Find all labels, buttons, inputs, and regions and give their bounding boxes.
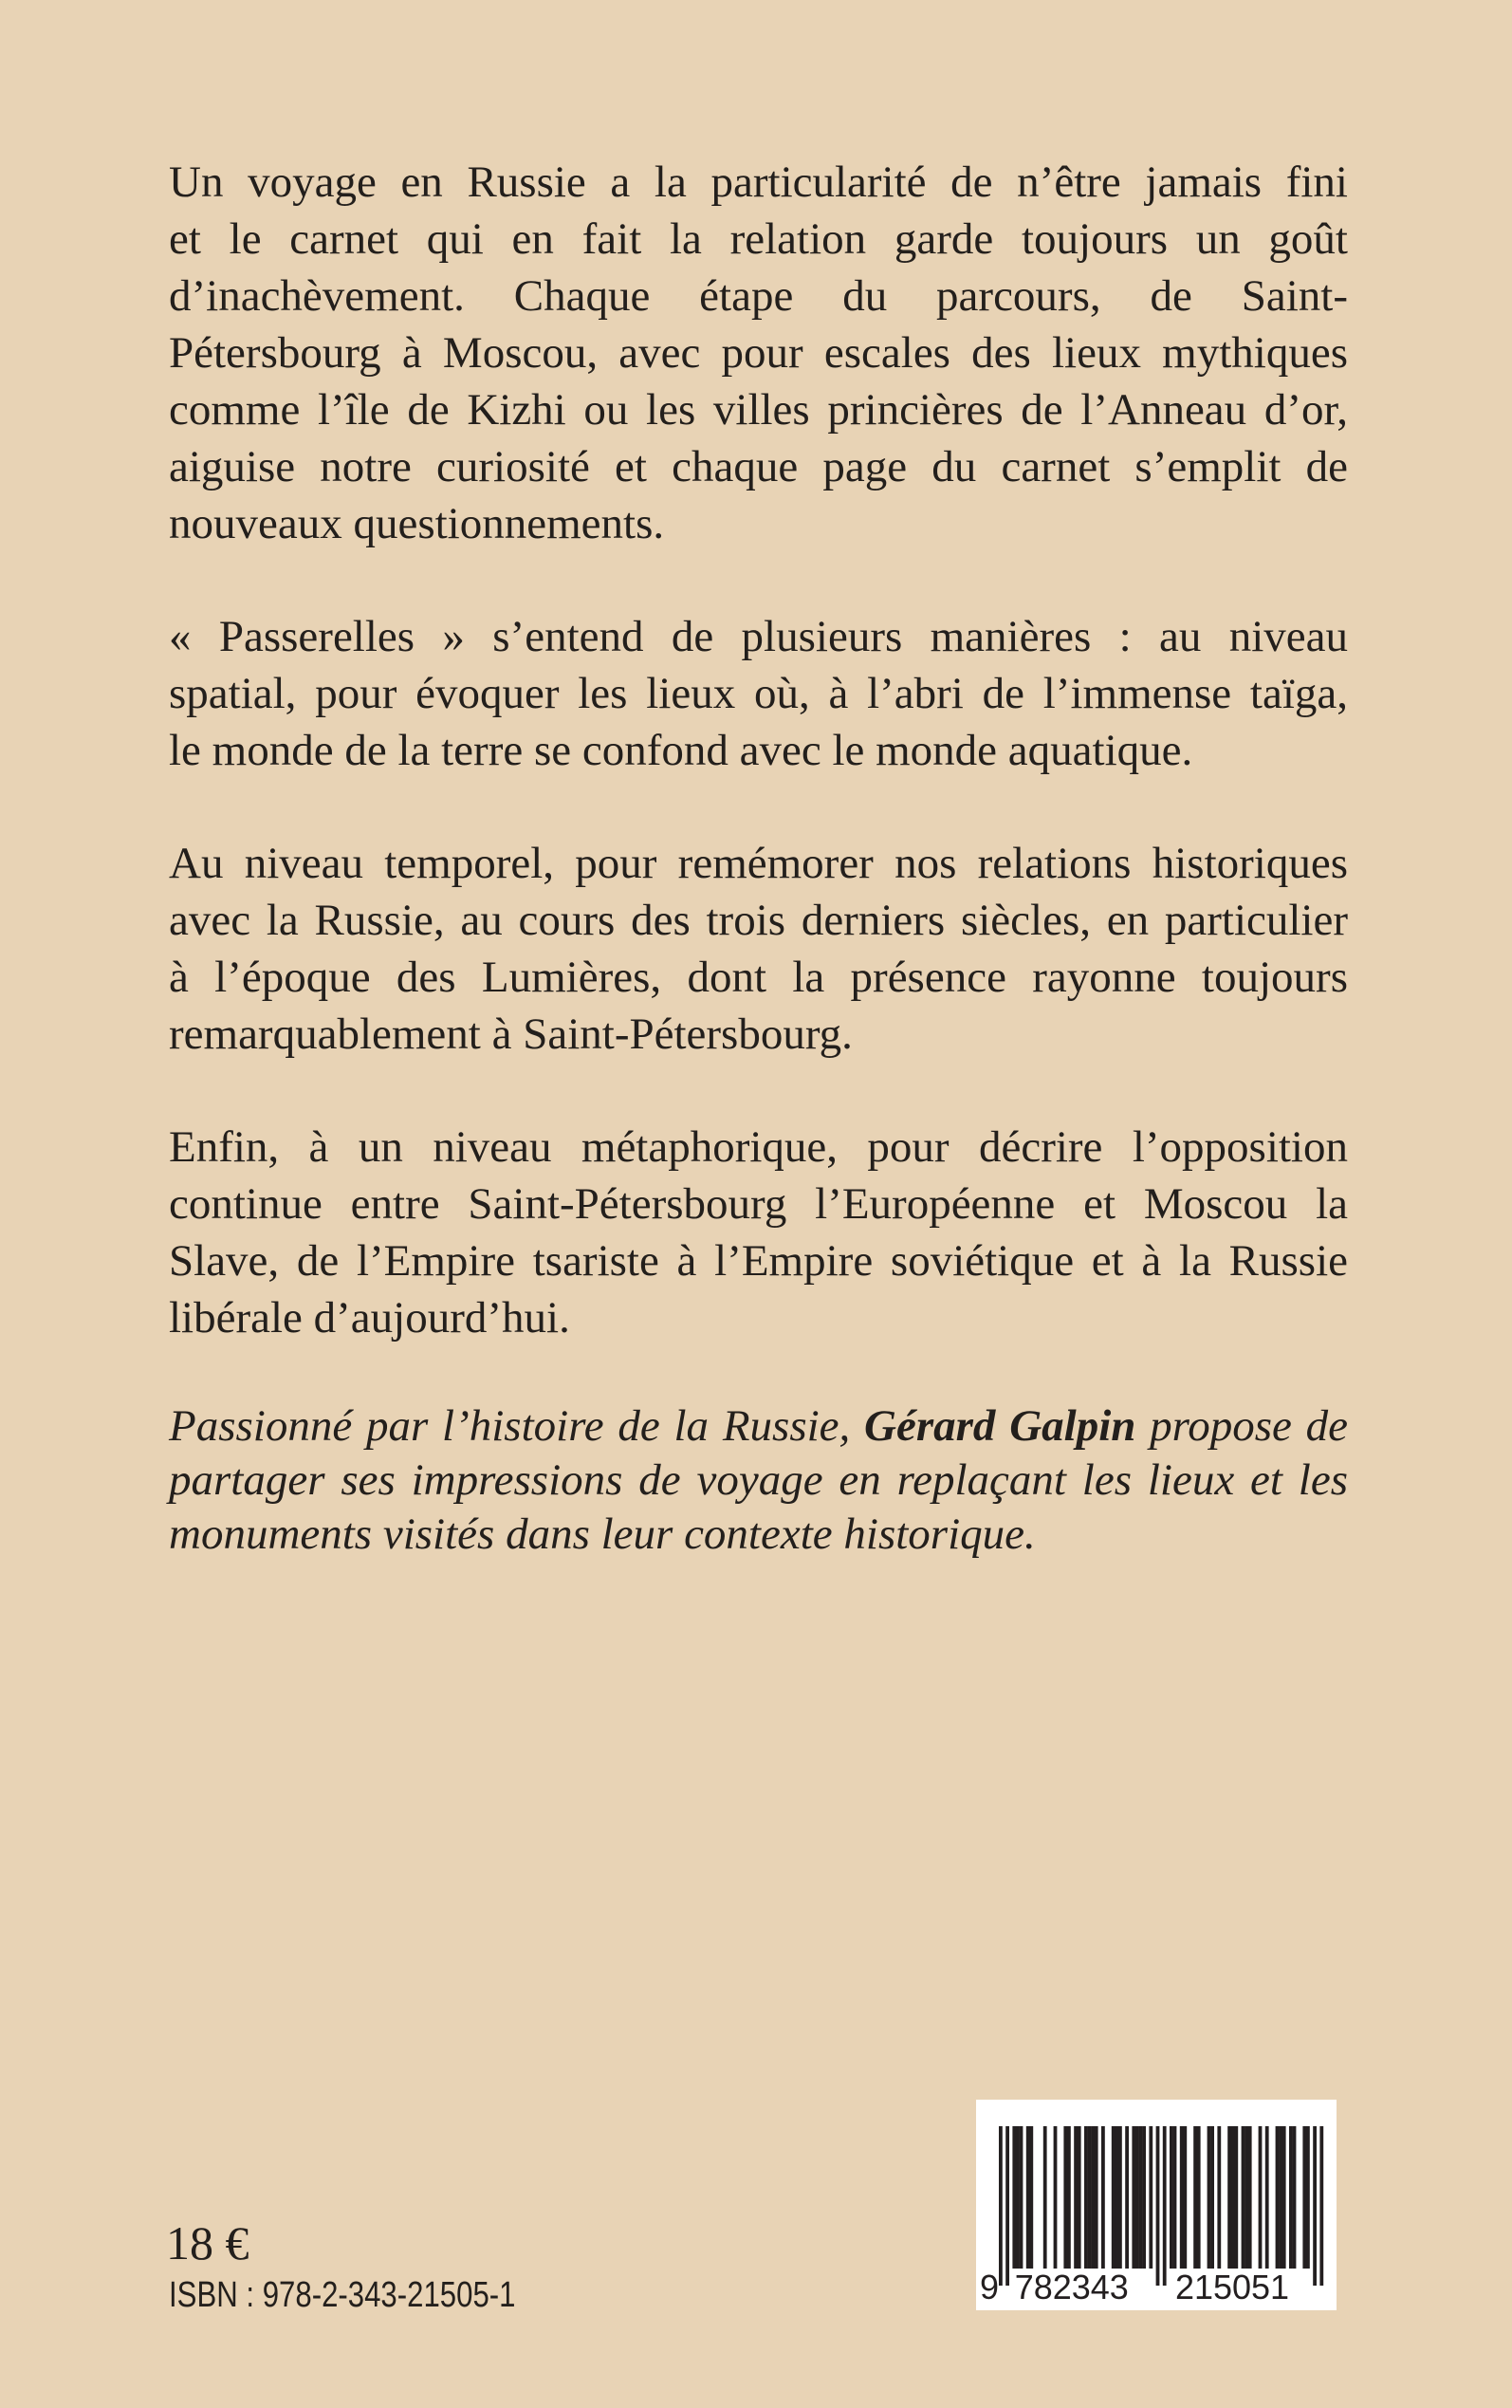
barcode-bar	[1245, 2126, 1248, 2269]
barcode-bar	[1095, 2126, 1098, 2269]
barcode-bar	[1101, 2126, 1105, 2269]
paragraph-1	[169, 154, 1348, 552]
barcode-bar	[1020, 2126, 1023, 2269]
author-name: Gérard Galpin	[864, 1401, 1136, 1451]
barcode-bar	[1118, 2126, 1122, 2269]
paragraph-4	[169, 1119, 1348, 1346]
text-line: libérale d’aujourd’hui.	[169, 1293, 570, 1343]
barcode-bar	[1234, 2126, 1238, 2269]
barcode-bar	[1319, 2126, 1323, 2286]
text-line: le monde de la terre se confond avec le monde aquatique.	[169, 726, 1193, 775]
barcode	[976, 2100, 1337, 2310]
text-line	[169, 1399, 1348, 1454]
paragraph-2	[169, 608, 1348, 779]
barcode-bar	[1231, 2126, 1235, 2269]
text-line: spatial, pour évoquer les lieux où, à l’abri de l’immense taïga,	[169, 669, 1348, 718]
barcode-bar	[1005, 2126, 1009, 2286]
barcode-bar	[1091, 2126, 1095, 2269]
blurb-text: propose de	[1150, 1401, 1348, 1451]
text-line: remarquablement à Saint-Pétersbourg.	[169, 1010, 853, 1059]
barcode-bar	[1156, 2126, 1160, 2286]
text-line: et le carnet qui en fait la relation garde toujours un goût	[169, 214, 1348, 264]
barcode-bar	[1242, 2126, 1245, 2269]
barcode-bar	[1183, 2126, 1187, 2269]
barcode-bar	[1149, 2126, 1152, 2269]
barcode-bar	[1193, 2126, 1197, 2269]
barcode-bar	[1135, 2126, 1139, 2269]
barcode-bar	[1088, 2126, 1092, 2269]
barcode-bar	[1012, 2126, 1016, 2269]
barcode-bar	[1067, 2126, 1071, 2269]
barcode-bar	[1078, 2126, 1081, 2269]
barcode-bar	[1142, 2126, 1146, 2269]
barcode-graphic	[976, 2100, 1337, 2310]
barcode-bar	[1217, 2126, 1221, 2269]
barcode-bar	[1197, 2126, 1201, 2269]
author-blurb	[169, 1399, 1348, 1562]
text-line: « Passerelles » s’entend de plusieurs manières : au niveau	[169, 612, 1348, 661]
barcode-bar	[1265, 2126, 1269, 2269]
barcode-bar	[1227, 2126, 1231, 2269]
text-line: nouveaux questionnements.	[169, 499, 665, 548]
barcode-digits: 782343	[1014, 2268, 1129, 2306]
barcode-bar	[1210, 2126, 1214, 2269]
text-line: Enfin, à un niveau métaphorique, pour décrire l’opposition	[169, 1122, 1348, 1172]
barcode-bar	[999, 2126, 1003, 2286]
text-line: Slave, de l’Empire tsariste à l’Empire soviétique et à la Russie	[169, 1236, 1348, 1286]
barcode-digits: 9	[980, 2268, 1000, 2306]
barcode-bar	[1259, 2126, 1263, 2269]
barcode-bar	[1302, 2126, 1306, 2269]
back-cover-text	[169, 154, 1348, 1618]
barcode-bar	[1248, 2126, 1252, 2269]
barcode-bar	[1043, 2126, 1047, 2269]
barcode-bar	[1026, 2126, 1030, 2269]
barcode-bar	[1208, 2126, 1211, 2269]
text-line: aiguise notre curiosité et chaque page du carnet s’emplit de	[169, 442, 1348, 491]
barcode-bar	[1170, 2126, 1173, 2269]
text-line: continue entre Saint-Pétersbourg l’Européenne et Moscou la	[169, 1179, 1348, 1229]
barcode-bar	[1282, 2126, 1286, 2269]
barcode-bar	[1289, 2126, 1293, 2269]
price: 18 €	[166, 2216, 249, 2269]
barcode-bar	[1132, 2126, 1135, 2269]
text-line: d’inachèvement. Chaque étape du parcours, de Saint-	[169, 271, 1348, 321]
text-line: comme l’île de Kizhi ou les villes princières de l’Anneau d’or,	[169, 385, 1348, 435]
barcode-bar	[1112, 2126, 1116, 2269]
blurb-text: Passionné par l’histoire de la Russie,	[169, 1401, 851, 1451]
barcode-bar	[1313, 2126, 1317, 2286]
barcode-bar	[1163, 2126, 1167, 2286]
barcode-bar	[1074, 2126, 1078, 2269]
barcode-bar	[1054, 2126, 1058, 2269]
barcode-bar	[1016, 2126, 1020, 2269]
barcode-bar	[1276, 2126, 1280, 2269]
barcode-bar	[1063, 2126, 1067, 2269]
barcode-bar	[1029, 2126, 1033, 2269]
barcode-digits: 215051	[1175, 2268, 1289, 2306]
barcode-bar	[1293, 2126, 1297, 2269]
text-line: partager ses impressions de voyage en replaçant les lieux et les	[169, 1455, 1348, 1505]
isbn: ISBN : 978-2-343-21505-1	[169, 2275, 516, 2315]
text-line: Un voyage en Russie a la particularité de n’être jamais fini	[169, 157, 1348, 207]
barcode-bar	[1139, 2126, 1143, 2269]
barcode-bar	[1125, 2126, 1129, 2269]
text-line: à l’époque des Lumières, dont la présence rayonne toujours	[169, 953, 1348, 1002]
text-line: Pétersbourg à Moscou, avec pour escales des lieux mythiques	[169, 328, 1348, 378]
text-line: monuments visités dans leur contexte historique.	[169, 1510, 1036, 1559]
barcode-bar	[1115, 2126, 1118, 2269]
paragraph-3	[169, 835, 1348, 1063]
text-line: Au niveau temporel, pour remémorer nos relations historiques	[169, 839, 1348, 888]
barcode-bar	[1279, 2126, 1282, 2269]
text-line: avec la Russie, au cours des trois derniers siècles, en particulier	[169, 896, 1348, 945]
barcode-bar	[1180, 2126, 1184, 2269]
barcode-bar	[1306, 2126, 1310, 2269]
barcode-bar	[1084, 2126, 1088, 2269]
barcode-bar	[1173, 2126, 1177, 2269]
